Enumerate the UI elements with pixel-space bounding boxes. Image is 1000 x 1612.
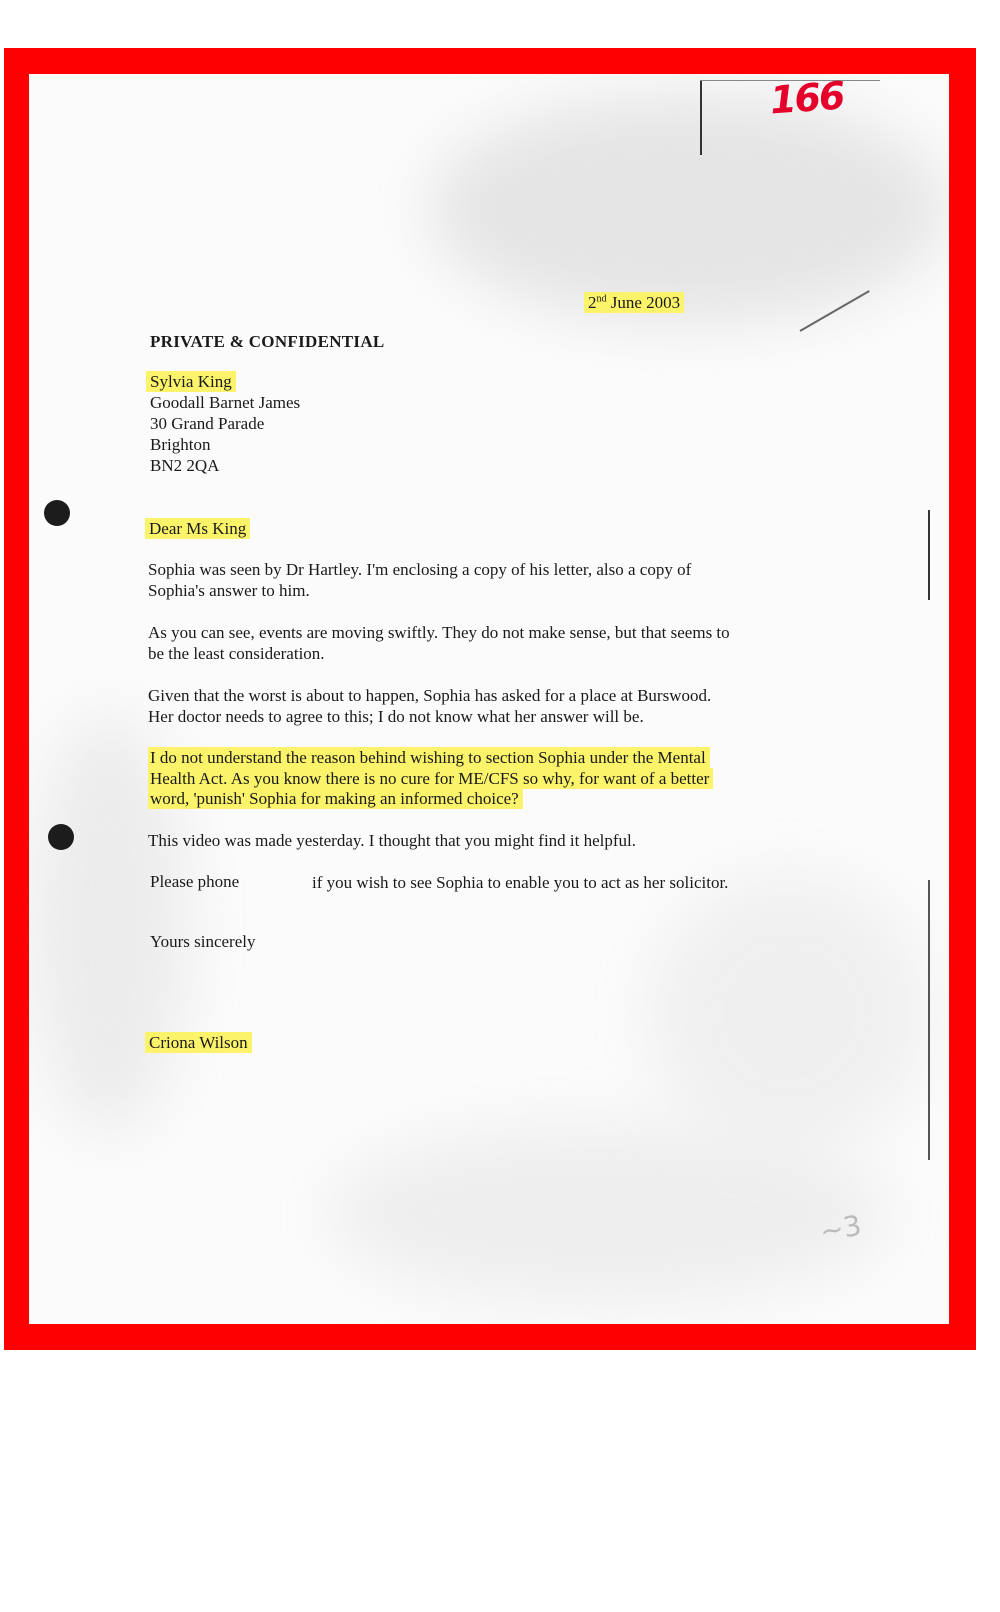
scan-edge-mark xyxy=(928,880,930,1160)
address-line: Brighton xyxy=(150,435,211,454)
paragraph-line: Given that the worst is about to happen, Sophia has asked for a place at Burswood. xyxy=(148,686,712,705)
address-line: BN2 2QA xyxy=(150,456,220,475)
closing: Yours sincerely xyxy=(150,932,256,951)
body-paragraph xyxy=(148,686,788,727)
punch-hole xyxy=(48,824,74,850)
body-paragraph xyxy=(148,623,788,664)
body-paragraph xyxy=(148,831,788,852)
paragraph-line xyxy=(148,748,788,769)
salutation xyxy=(145,519,250,539)
paragraph-line: Sophia was seen by Dr Hartley. I'm enclosing a copy of his letter, also a copy of xyxy=(148,560,692,579)
scan-smudge xyxy=(649,874,929,1154)
paragraph-line: This video was made yesterday. I thought that you might find it helpful. xyxy=(148,831,637,850)
scan-edge-mark xyxy=(700,80,702,155)
paragraph-line xyxy=(148,769,788,790)
scan-smudge xyxy=(429,94,949,324)
signature-name xyxy=(145,1033,252,1053)
confidential-heading: PRIVATE & CONFIDENTIAL xyxy=(150,332,385,351)
phone-line-before: Please phone xyxy=(150,872,240,891)
phone-line-after: if you wish to see Sophia to enable you to act as her solicitor. xyxy=(312,873,729,892)
highlighted-text: I do not understand the reason behind wishing to section Sophia under the Mental xyxy=(148,747,710,768)
punch-hole xyxy=(44,500,70,526)
signature-name-text: Criona Wilson xyxy=(145,1032,252,1053)
paragraph-line: As you can see, events are moving swiftly. They do not make sense, but that seems to xyxy=(148,623,730,642)
scan-edge-mark xyxy=(928,510,930,600)
highlighted-text: word, 'punish' Sophia for making an informed choice? xyxy=(148,788,523,809)
date-suffix: nd xyxy=(596,293,607,304)
highlighted-paragraph xyxy=(148,748,788,810)
letter-date xyxy=(584,289,684,313)
handwritten-page-number: 166 xyxy=(768,73,845,123)
paragraph-line: Her doctor needs to agree to this; I do not know what her answer will be. xyxy=(148,706,644,726)
recipient-name-text: Sylvia King xyxy=(146,371,236,392)
address-line: 30 Grand Parade xyxy=(150,414,265,433)
body-paragraph xyxy=(148,560,788,601)
salutation-text: Dear Ms King xyxy=(145,518,250,539)
paragraph-line xyxy=(148,789,788,810)
corner-scribble: ~3 xyxy=(817,1208,864,1249)
highlighted-text: Health Act. As you know there is no cure for ME/CFS so why, for want of a better xyxy=(148,768,713,789)
paragraph-line: be the least consideration. xyxy=(148,643,325,663)
date-rest: June 2003 xyxy=(606,292,681,312)
recipient-name xyxy=(146,372,236,392)
paragraph-line: Sophia's answer to him. xyxy=(148,580,310,600)
date-day: 2 xyxy=(588,292,597,312)
address-line: Goodall Barnet James xyxy=(150,393,301,412)
